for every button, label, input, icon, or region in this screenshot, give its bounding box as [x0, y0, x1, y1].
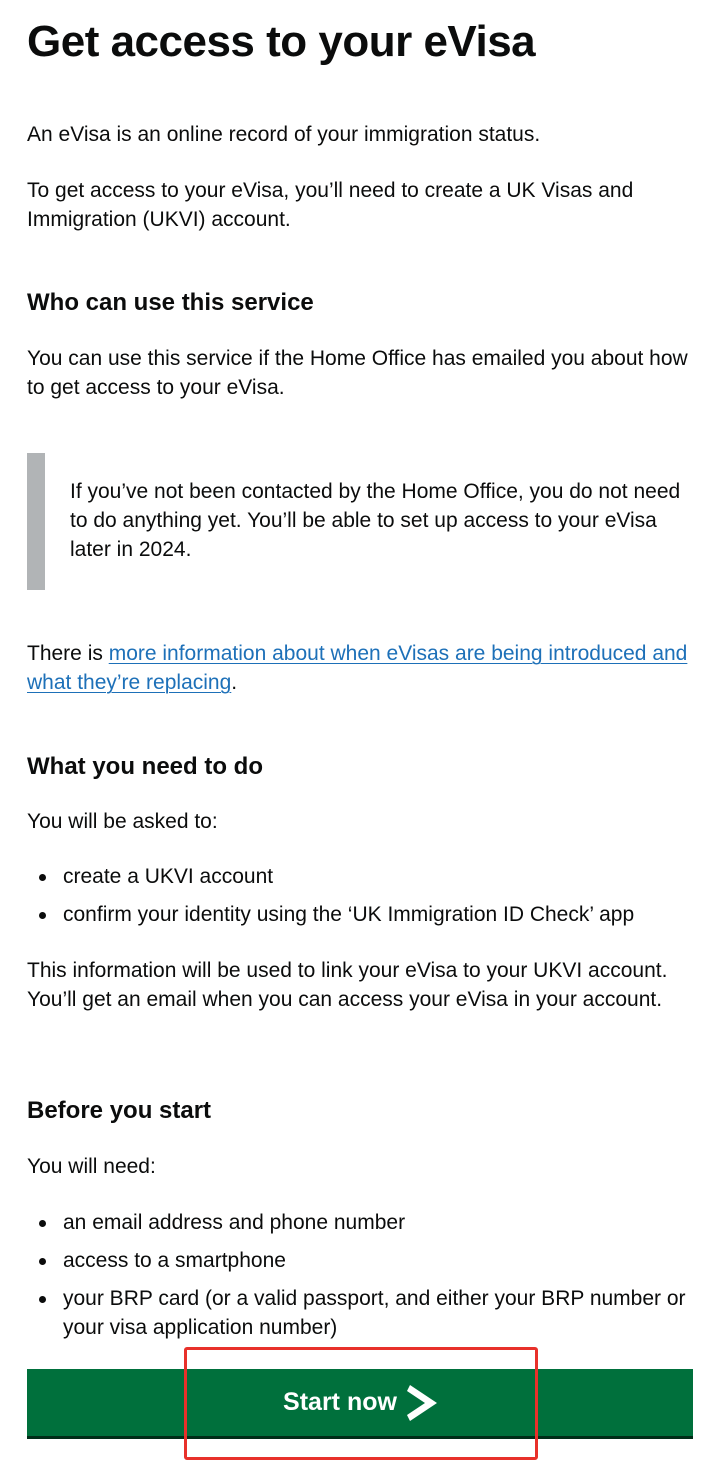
list-item-text: confirm your identity using the ‘UK Immigration ID Check’ app — [63, 903, 635, 926]
bullet-icon — [39, 912, 46, 919]
inset-text: If you’ve not been contacted by the Home Office, you do not need to do anything yet. You’ll be able to set up access to your eVisa later in 2024. — [70, 480, 681, 561]
more-info-link[interactable]: more information about when eVisas are being introduced and what they’re replacing — [27, 642, 688, 694]
start-now-label: Start now — [283, 1388, 397, 1416]
list-item — [27, 900, 693, 929]
bullet-icon — [39, 874, 46, 881]
before-lead: You will need: — [27, 1155, 156, 1178]
list-item — [27, 1284, 693, 1342]
start-now-button[interactable] — [27, 1369, 693, 1436]
who-paragraph: You can use this service if the Home Office has emailed you about how to get access to your eVisa. — [27, 347, 688, 399]
more-info-paragraph — [27, 639, 693, 697]
list-item-text: create a UKVI account — [63, 865, 274, 888]
bullet-icon — [39, 1220, 46, 1227]
list-item — [27, 862, 693, 891]
intro-paragraph-2: To get access to your eVisa, you’ll need to create a UK Visas and Immigration (UKVI) account. — [27, 179, 634, 231]
todo-lead: You will be asked to: — [27, 810, 218, 833]
list-item — [27, 1208, 693, 1237]
bullet-icon — [39, 1258, 46, 1265]
list-item — [27, 1246, 693, 1275]
more-info-prefix: There is — [27, 642, 109, 665]
page-title: Get access to your eVisa — [27, 17, 536, 66]
todo-after-paragraph: This information will be used to link your eVisa to your UKVI account. You’ll get an email when you can access your eVisa in your account. — [27, 959, 668, 1011]
list-item-text: your BRP card (or a valid passport, and either your BRP number or your visa application number) — [63, 1287, 686, 1339]
inset-notice — [27, 453, 693, 590]
list-item-text: access to a smartphone — [63, 1249, 286, 1272]
heading-who-can-use: Who can use this service — [27, 289, 314, 316]
more-info-suffix: . — [231, 671, 238, 694]
bullet-icon — [39, 1296, 46, 1303]
heading-before-you-start: Before you start — [27, 1097, 212, 1124]
heading-what-you-need: What you need to do — [27, 753, 263, 780]
todo-list — [27, 862, 693, 938]
before-list — [27, 1208, 693, 1351]
chevron-right-icon — [407, 1385, 437, 1421]
list-item-text: an email address and phone number — [63, 1211, 406, 1234]
intro-paragraph-1: An eVisa is an online record of your immigration status. — [27, 123, 541, 146]
